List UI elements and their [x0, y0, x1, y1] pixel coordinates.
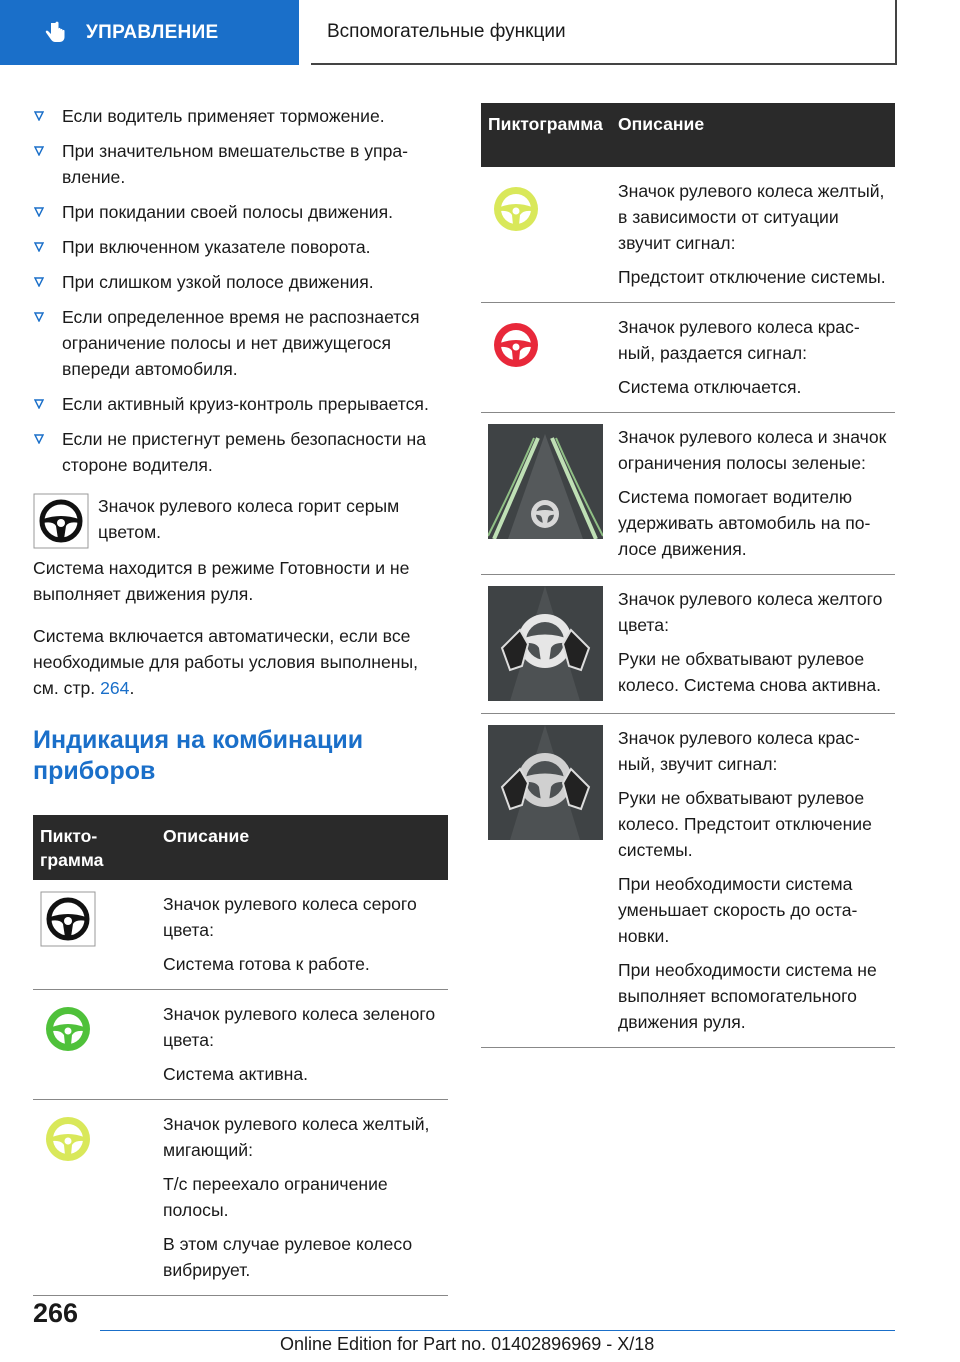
footer-divider	[100, 1330, 895, 1331]
steering-wheel-yellow-icon	[481, 167, 611, 303]
hand-pointer-icon	[42, 20, 68, 46]
table-row	[481, 575, 895, 714]
right-column	[481, 103, 895, 1048]
steering-wheel-yellow-icon	[33, 1100, 156, 1296]
list-item: Если определенное время не распознается ограничение полосы и нет движущегося впереди автомобиля.	[33, 304, 448, 382]
hands-on-wheel-yellow-icon	[481, 575, 611, 714]
description-cell: Значок рулевого колеса красный, звучит сигнал: Руки не обхватывают рулевое колесо. Предстоит отключение системы. При необходимости система уменьшает скорость до остановки. При необходимости система не выполняет вспомогательного движения руля.	[611, 714, 895, 1048]
left-column	[33, 103, 448, 1296]
page-reference-link[interactable]: 264	[100, 678, 130, 698]
note-line-2: Система находится в режиме Готовности и не выполняет движения руля.	[33, 558, 410, 604]
pictogram-table-right	[481, 103, 895, 1048]
table-header	[481, 103, 895, 167]
section-header	[311, 0, 897, 65]
section-heading: Индикация на комбинации приборов	[33, 726, 364, 785]
description-cell: Значок рулевого колеса желтого цвета: Руки не обхватывают рулевое колесо. Система снова активна.	[611, 575, 895, 714]
table-row	[481, 303, 895, 413]
list-item: Если активный круиз-контроль прерывается.	[33, 391, 448, 417]
col-description-header: Описание	[156, 815, 448, 880]
col-pictogram-header: Пиктограмма	[481, 103, 611, 167]
list-item: При слишком узкой полосе движения.	[33, 269, 448, 295]
table-row	[33, 880, 448, 990]
steering-wheel-grey-icon	[33, 493, 89, 549]
col-pictogram-header: Пиктограмма	[33, 815, 156, 880]
note-line-1: Значок рулевого колеса горит серым цветом.	[98, 496, 400, 542]
auto-activation-paragraph: Система включается автоматически, если все необходимые для работы условия выполнены, см. стр. 264.	[33, 626, 419, 698]
pictogram-table-left	[33, 815, 448, 1296]
steering-wheel-red-icon	[481, 303, 611, 413]
description-cell: Значок рулевого колеса желтый, мигающий: Т/с переехало ограничение полосы. В этом случае рулевое колесо вибрирует.	[156, 1100, 448, 1296]
edition-footer: Online Edition for Part no. 01402896969 - X/18	[280, 1334, 655, 1354]
description-cell: Значок рулевого колеса и значок ограничения полосы зеленые: Система помогает водителю удерживать автомобиль на полосе движения.	[611, 413, 895, 575]
table-row	[481, 413, 895, 575]
list-item: При значительном вмешательстве в управление.	[33, 138, 448, 190]
list-item: Если водитель применяет торможение.	[33, 103, 448, 129]
chapter-tab[interactable]	[0, 0, 299, 65]
description-cell: Значок рулевого колеса красный, раздается сигнал: Система отключается.	[611, 303, 895, 413]
chapter-title: УПРАВЛЕНИЕ	[86, 21, 219, 43]
steering-wheel-grey-icon	[33, 880, 156, 990]
list-item: Если не пристегнут ремень безопасности на стороне водителя.	[33, 426, 448, 478]
lane-display-green-icon	[481, 413, 611, 575]
hands-on-wheel-red-icon	[481, 714, 611, 1048]
table-row	[33, 990, 448, 1100]
description-cell: Значок рулевого колеса зеленого цвета: Система активна.	[156, 990, 448, 1100]
description-cell: Значок рулевого колеса серого цвета: Система готова к работе.	[156, 880, 448, 990]
table-row	[481, 167, 895, 303]
description-cell: Значок рулевого колеса желтый, в зависимости от ситуации звучит сигнал: Предстоит отключение системы.	[611, 167, 895, 303]
steering-wheel-green-icon	[33, 990, 156, 1100]
col-description-header: Описание	[611, 103, 895, 167]
grey-wheel-note	[33, 493, 448, 549]
table-row	[481, 714, 895, 1048]
table-row	[33, 1100, 448, 1296]
table-header	[33, 815, 448, 880]
list-item: При включенном указателе поворота.	[33, 234, 448, 260]
list-item: При покидании своей полосы движения.	[33, 199, 448, 225]
section-title: Вспомогательные функции	[327, 20, 566, 42]
page-number: 266	[33, 1298, 79, 1328]
condition-list	[33, 103, 448, 478]
